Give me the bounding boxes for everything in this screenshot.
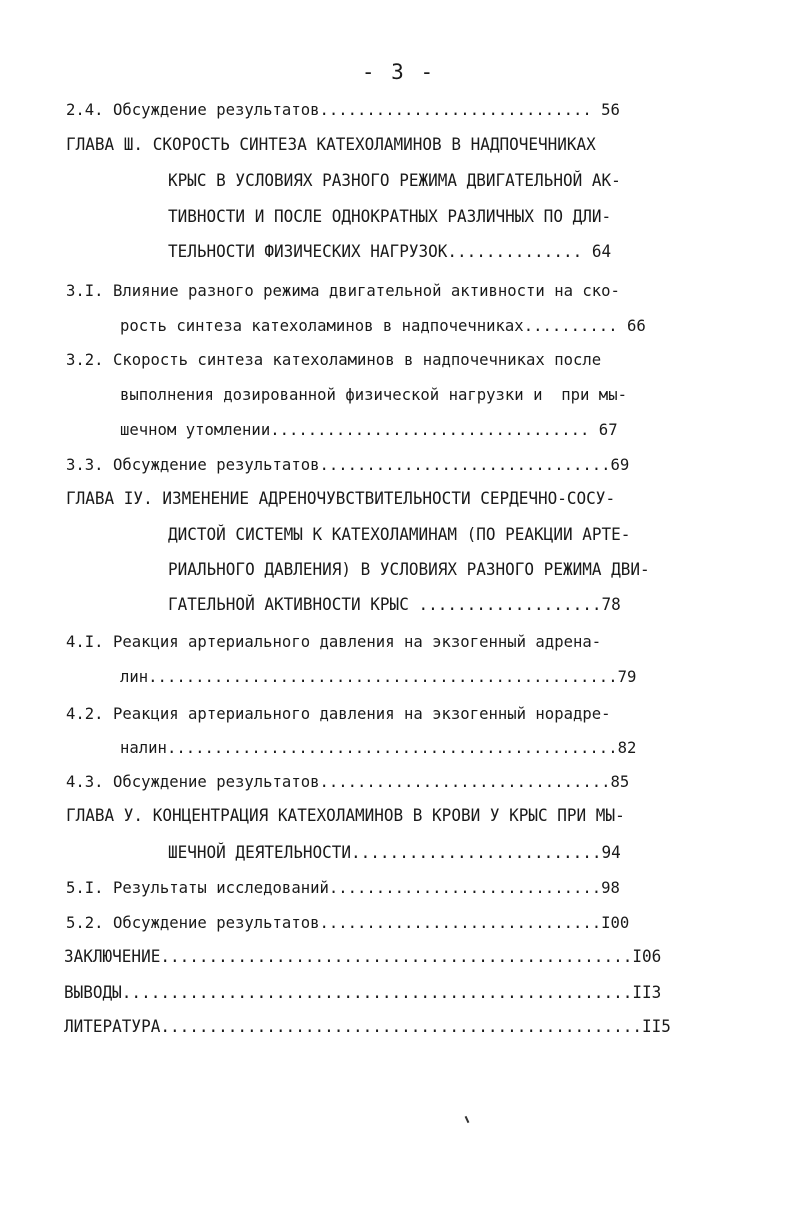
toc-line: 3.3. Обсуждение результатов...............................69 bbox=[66, 456, 630, 474]
toc-line: ДИСТОЙ СИСТЕМЫ К КАТЕХОЛАМИНАМ (ПО РЕАКЦИИ АРТЕ- bbox=[168, 524, 631, 545]
toc-line: 5.I. Результаты исследований.............................98 bbox=[66, 879, 620, 897]
toc-line: ТЕЛЬНОСТИ ФИЗИЧЕСКИХ НАГРУЗОК.............. 64 bbox=[168, 241, 612, 262]
toc-line: рость синтеза катехоламинов в надпочечниках.......... 66 bbox=[120, 317, 646, 335]
toc-line: КРЫС В УСЛОВИЯХ РАЗНОГО РЕЖИМА ДВИГАТЕЛЬНОЙ АК- bbox=[168, 170, 621, 191]
toc-line: налин................................................82 bbox=[120, 739, 637, 757]
toc-line: 2.4. Обсуждение результатов............................. 56 bbox=[66, 101, 620, 119]
toc-line: 5.2. Обсуждение результатов..............................I00 bbox=[66, 914, 630, 932]
toc-line: выполнения дозированной физической нагрузки и при мы- bbox=[120, 386, 627, 404]
page-number: - 3 - bbox=[361, 60, 436, 84]
toc-line: лин..................................................79 bbox=[120, 668, 637, 686]
toc-line: 4.2. Реакция артериального давления на экзогенный норадре- bbox=[66, 705, 611, 723]
toc-line: РИАЛЬНОГО ДАВЛЕНИЯ) В УСЛОВИЯХ РАЗНОГО РЕЖИМА ДВИ- bbox=[168, 559, 650, 580]
toc-line: ВЫВОДЫ.....................................................II3 bbox=[64, 982, 662, 1003]
toc-line: ГЛАВА IУ. ИЗМЕНЕНИЕ АДРЕНОЧУВСТВИТЕЛЬНОСТИ СЕРДЕЧНО-СОСУ- bbox=[66, 488, 616, 509]
toc-line: 4.3. Обсуждение результатов...............................85 bbox=[66, 773, 630, 791]
toc-line: ЛИТЕРАТУРА..................................................II5 bbox=[64, 1016, 671, 1037]
toc-line: 3.I. Влияние разного режима двигательной активности на ско- bbox=[66, 282, 620, 300]
toc-line: ШЕЧНОЙ ДЕЯТЕЛЬНОСТИ..........................94 bbox=[168, 842, 621, 863]
toc-line: 4.I. Реакция артериального давления на экзогенный адрена- bbox=[66, 633, 602, 651]
toc-line: шечном утомлении.................................. 67 bbox=[120, 421, 618, 439]
toc-line: ЗАКЛЮЧЕНИЕ.................................................I06 bbox=[64, 946, 662, 967]
toc-line: ГЛАВА У. КОНЦЕНТРАЦИЯ КАТЕХОЛАМИНОВ В КРОВИ У КРЫС ПРИ МЫ- bbox=[66, 805, 625, 826]
toc-line: ГАТЕЛЬНОЙ АКТИВНОСТИ КРЫС ...................78 bbox=[168, 594, 621, 615]
stray-mark bbox=[465, 1116, 470, 1123]
toc-line: ТИВНОСТИ И ПОСЛЕ ОДНОКРАТНЫХ РАЗЛИЧНЫХ ПО ДЛИ- bbox=[168, 206, 612, 227]
toc-line: 3.2. Скорость синтеза катехоламинов в надпочечниках после bbox=[66, 351, 602, 369]
toc-line: ГЛАВА Ш. СКОРОСТЬ СИНТЕЗА КАТЕХОЛАМИНОВ В НАДПОЧЕЧНИКАХ bbox=[66, 134, 596, 155]
